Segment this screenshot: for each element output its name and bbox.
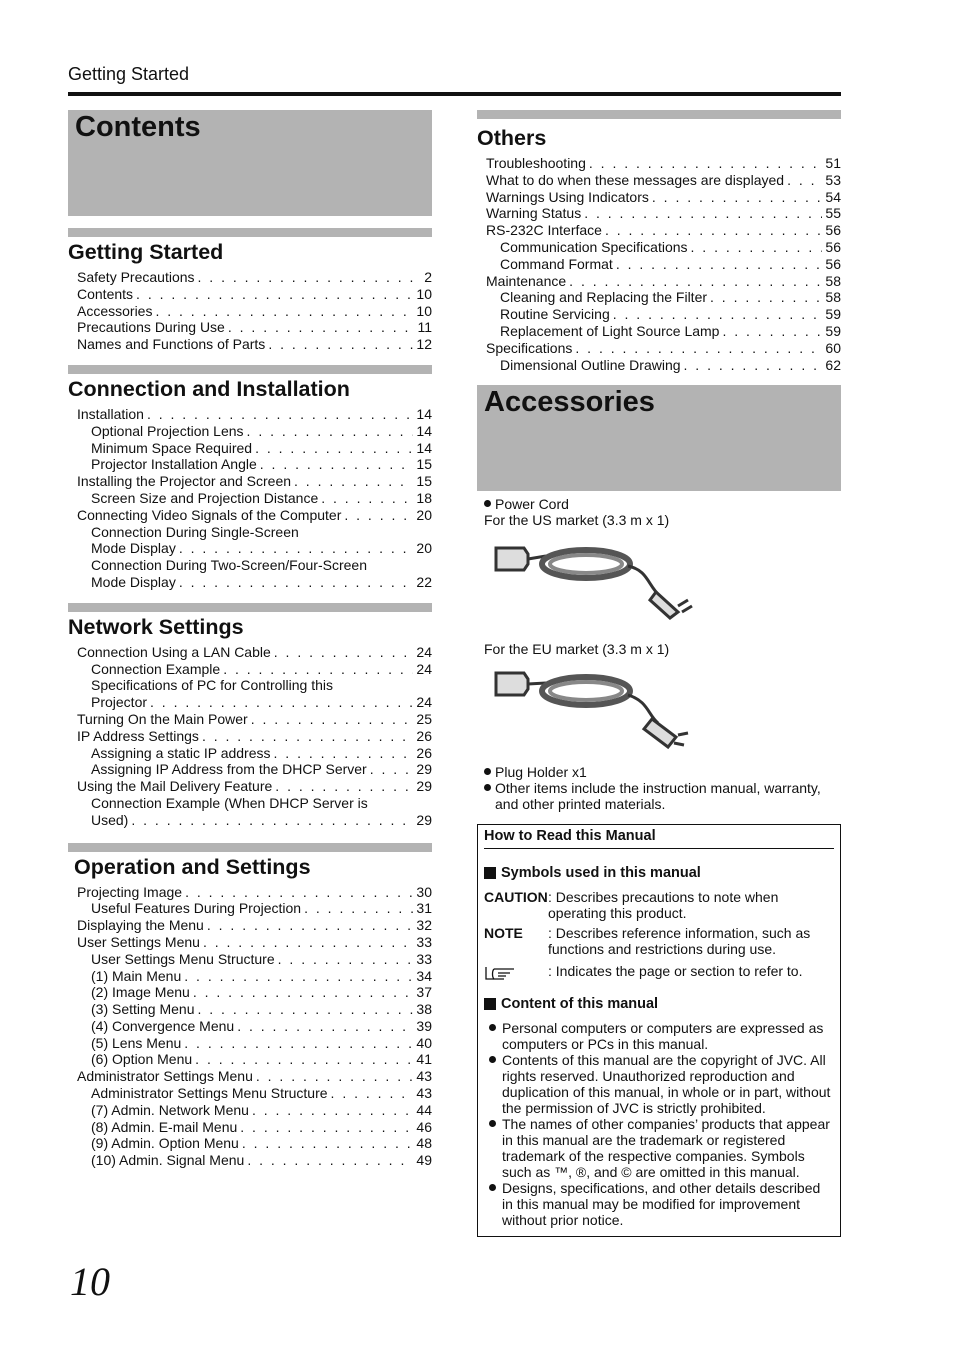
toc-leader-dots <box>255 440 413 457</box>
toc-entry <box>68 884 432 901</box>
reference-definition <box>484 963 834 984</box>
toc-entry <box>68 1068 432 1085</box>
toc-page-number: 46 <box>416 1118 432 1135</box>
toc-page-number: 43 <box>416 1068 432 1085</box>
toc-entry <box>477 340 841 357</box>
toc-entry-text: User Settings Menu Structure <box>91 950 275 967</box>
section-bar <box>68 603 432 612</box>
toc-page-number: 10 <box>416 302 432 319</box>
toc-entry-text: Installing the Projector and Screen <box>77 473 292 490</box>
toc-leader-dots <box>251 711 414 728</box>
section-bar <box>68 365 432 374</box>
toc-page-number: 31 <box>416 900 432 917</box>
toc-page-number: 32 <box>416 917 432 934</box>
toc-entry <box>68 269 432 286</box>
contents-title: Contents <box>75 111 201 143</box>
content-item: Personal computers or computers are expressed as computers or PCs in this manual. <box>484 1020 834 1052</box>
toc-entry <box>68 490 432 507</box>
toc-page-number: 55 <box>825 205 841 222</box>
toc-entry-text: Mode Display <box>91 573 176 590</box>
caution-definition <box>484 889 834 921</box>
toc-entry <box>477 357 841 374</box>
toc-entry <box>68 984 432 1001</box>
toc-entry-text: RS-232C Interface <box>486 222 602 239</box>
toc-page-number: 14 <box>416 439 432 456</box>
toc-entry <box>477 289 841 306</box>
toc-leader-dots <box>223 661 413 678</box>
toc-entry-text: Dimensional Outline Drawing <box>500 356 681 373</box>
toc-others <box>477 155 841 373</box>
toc-entry-text: Connection During Two-Screen/Four-Screen <box>91 557 367 574</box>
toc-entry-text: Specifications of PC for Controlling this <box>91 677 333 694</box>
toc-leader-dots <box>155 303 413 320</box>
toc-entry <box>68 644 432 661</box>
toc-entry <box>477 205 841 222</box>
toc-leader-dots <box>193 984 414 1001</box>
note-definition <box>484 925 834 957</box>
header-rule <box>68 92 841 96</box>
toc-entry <box>68 540 432 557</box>
toc-page-number: 30 <box>416 883 432 900</box>
toc-entry <box>68 303 432 320</box>
toc-entry <box>68 934 432 951</box>
note-text: : Describes reference information, such as functions and restrictions during use. <box>548 925 811 958</box>
toc-entry-text: Replacement of Light Source Lamp <box>500 322 720 339</box>
toc-page-number: 59 <box>825 306 841 323</box>
toc-page-number: 60 <box>825 339 841 356</box>
caution-text: : Describes precautions to note when operating this product. <box>548 889 779 922</box>
toc-page-number: 49 <box>416 1152 432 1169</box>
toc-entry <box>68 1018 432 1035</box>
toc-entry-text: Assigning a static IP address <box>91 744 271 761</box>
toc-entry <box>477 323 841 340</box>
toc-page-number: 24 <box>416 694 432 711</box>
toc-leader-dots <box>275 778 413 795</box>
toc-entry-text: Command Format <box>500 255 613 272</box>
toc-entry <box>68 423 432 440</box>
toc-page-number: 54 <box>825 188 841 205</box>
toc-entry-text: (6) Option Menu <box>91 1051 193 1068</box>
toc-entry-text: Connection Example <box>91 660 221 677</box>
toc-page-number: 34 <box>416 967 432 984</box>
power-cord-item: Power Cord <box>484 496 841 512</box>
toc-entry-text: Projector Installation Angle <box>91 456 257 473</box>
symbols-heading: Symbols used in this manual <box>484 865 834 881</box>
toc-leader-dots <box>179 574 414 591</box>
toc-entry-text: Troubleshooting <box>486 155 586 171</box>
content-item: Contents of this manual are the copyright of JVC. All rights reserved. Unauthorized reproduction and duplication of this manual, in whole or in part, without the permission of JVC is strictly prohibited. <box>484 1052 834 1116</box>
toc-entry-text: Using the Mail Delivery Feature <box>77 778 273 795</box>
running-header: Getting Started <box>68 64 190 84</box>
toc-entry <box>68 336 432 353</box>
toc-entry-text: Safety Precautions <box>77 269 195 285</box>
toc-network-settings <box>68 644 432 829</box>
how-to-read-box <box>477 824 841 1237</box>
toc-entry-text: Displaying the Menu <box>77 917 204 934</box>
toc-entry <box>477 239 841 256</box>
toc-entry <box>477 306 841 323</box>
toc-page-number: 10 <box>416 285 432 302</box>
toc-leader-dots <box>589 155 823 172</box>
toc-entry <box>68 694 432 711</box>
toc-leader-dots <box>278 951 414 968</box>
toc-page-number: 56 <box>825 222 841 239</box>
note-key: NOTE <box>484 925 523 942</box>
toc-entry-text: (1) Main Menu <box>91 967 182 984</box>
section-title-others: Others <box>477 126 547 150</box>
toc-leader-dots <box>605 222 822 239</box>
toc-page-number: 62 <box>825 356 841 373</box>
toc-entry <box>68 711 432 728</box>
right-column <box>477 110 841 1237</box>
toc-page-number: 40 <box>416 1034 432 1051</box>
toc-entry <box>68 1119 432 1136</box>
toc-entry <box>68 761 432 778</box>
toc-leader-dots <box>147 406 413 423</box>
toc-entry-text: Routine Servicing <box>500 306 610 323</box>
toc-entry-text: Optional Projection Lens <box>91 422 244 439</box>
toc-entry <box>477 222 841 239</box>
toc-entry-text: Connection Example (When DHCP Server is <box>91 794 368 811</box>
toc-page-number: 14 <box>416 422 432 439</box>
toc-entry-text: User Settings Menu <box>77 933 200 950</box>
toc-entry <box>68 917 432 934</box>
toc-entry-text: Connection During Single-Screen <box>91 523 299 540</box>
caution-key: CAUTION <box>484 889 548 906</box>
toc-entry-text: (7) Admin. Network Menu <box>91 1101 249 1118</box>
toc-page-number: 53 <box>825 171 841 188</box>
toc-entry-text: Mode Display <box>91 540 176 557</box>
toc-entry-text: (2) Image Menu <box>91 984 190 1001</box>
toc-page-number: 56 <box>825 238 841 255</box>
contents-column <box>68 110 432 1169</box>
toc-leader-dots <box>304 900 413 917</box>
toc-entry-text: Administrator Settings Menu Structure <box>91 1085 328 1102</box>
toc-leader-dots <box>274 644 414 661</box>
toc-leader-dots <box>136 286 413 303</box>
toc-entry <box>68 1085 432 1102</box>
toc-page-number: 11 <box>417 319 432 336</box>
section-bar <box>477 110 841 119</box>
toc-leader-dots <box>575 340 822 357</box>
toc-page-number: 29 <box>416 761 432 778</box>
toc-page-number: 33 <box>416 950 432 967</box>
toc-page-number: 22 <box>416 573 432 590</box>
toc-getting-started <box>68 269 432 353</box>
toc-entry <box>68 574 432 591</box>
toc-entry <box>68 968 432 985</box>
toc-page-number: 33 <box>416 933 432 950</box>
reference-text: : Indicates the page or section to refer to. <box>548 963 803 980</box>
toc-leader-dots <box>179 540 414 557</box>
section-title-getting-started: Getting Started <box>68 240 224 264</box>
toc-entry-text: Maintenance <box>486 272 567 289</box>
toc-entry <box>68 951 432 968</box>
toc-page-number: 29 <box>416 778 432 795</box>
toc-entry <box>68 456 432 473</box>
toc-leader-dots <box>198 1001 414 1018</box>
toc-page-number: 38 <box>416 1001 432 1018</box>
toc-leader-dots <box>613 306 823 323</box>
toc-leader-dots <box>247 423 414 440</box>
toc-entry <box>68 1152 432 1169</box>
toc-leader-dots <box>228 319 415 336</box>
toc-entry <box>68 728 432 745</box>
toc-entry <box>68 1102 432 1119</box>
toc-entry <box>68 473 432 490</box>
how-to-read-title: How to Read this Manual <box>484 828 834 849</box>
square-bullet-icon <box>484 867 496 879</box>
content-item: The names of other companies’ products that appear in this manual are the trademark or registered trademark of the respective companies. Symbols such as ™, ®, and © are omitted in this manual. <box>484 1116 834 1180</box>
toc-page-number: 44 <box>416 1101 432 1118</box>
toc-page-number: 48 <box>416 1135 432 1152</box>
content-items-list <box>484 1020 834 1228</box>
toc-leader-dots <box>150 694 413 711</box>
toc-entry-text: Installation <box>77 405 144 422</box>
toc-page-number: 2 <box>424 269 432 285</box>
toc-leader-dots <box>584 205 822 222</box>
toc-entry-text: Useful Features During Projection <box>91 900 302 917</box>
toc-entry <box>477 155 841 172</box>
page-number: 10 <box>70 1259 110 1304</box>
toc-page-number: 58 <box>825 289 841 306</box>
toc-entry-text: Minimum Space Required <box>91 439 253 456</box>
toc-entry <box>68 677 432 694</box>
toc-entry-text: (3) Setting Menu <box>91 1001 195 1018</box>
toc-page-number: 39 <box>416 1017 432 1034</box>
toc-leader-dots <box>185 884 413 901</box>
toc-page-number: 51 <box>825 155 841 171</box>
content-heading: Content of this manual <box>484 996 834 1012</box>
toc-leader-dots <box>131 812 413 829</box>
toc-entry <box>477 256 841 273</box>
toc-entry-text: Warning Status <box>486 205 582 222</box>
toc-entry-text: Warnings Using Indicators <box>486 188 649 205</box>
section-title-connection-installation: Connection and Installation <box>68 376 350 401</box>
toc-leader-dots <box>722 323 822 340</box>
toc-leader-dots <box>240 1119 413 1136</box>
toc-entry <box>68 1035 432 1052</box>
toc-page-number: 26 <box>416 727 432 744</box>
toc-entry <box>68 1135 432 1152</box>
toc-entry-text: Connection Using a LAN Cable <box>77 643 271 660</box>
section-bar <box>68 228 432 237</box>
toc-leader-dots <box>569 273 822 290</box>
accessories-title-box <box>477 385 841 491</box>
toc-page-number: 56 <box>825 255 841 272</box>
us-market-label: For the US market (3.3 m x 1) <box>484 512 670 529</box>
toc-page-number: 24 <box>416 660 432 677</box>
toc-entry-text: (8) Admin. E-mail Menu <box>91 1118 238 1135</box>
toc-entry <box>68 900 432 917</box>
toc-entry-text: Administrator Settings Menu <box>77 1068 253 1085</box>
toc-leader-dots <box>616 256 823 273</box>
toc-entry-text: Used) <box>91 811 129 828</box>
toc-page-number: 20 <box>416 506 432 523</box>
toc-page-number: 14 <box>416 405 432 422</box>
toc-leader-dots <box>237 1018 413 1035</box>
toc-entry-text: Contents <box>77 285 134 302</box>
toc-entry-text: Screen Size and Projection Distance <box>91 489 319 506</box>
toc-leader-dots <box>331 1085 414 1102</box>
toc-page-number: 43 <box>416 1085 432 1102</box>
pointing-hand-icon <box>484 963 548 984</box>
toc-entry-text: IP Address Settings <box>77 727 199 744</box>
toc-leader-dots <box>203 934 413 951</box>
toc-entry-text: Names and Functions of Parts <box>77 336 266 353</box>
toc-page-number: 37 <box>416 984 432 1001</box>
toc-page-number: 20 <box>416 540 432 557</box>
toc-leader-dots <box>274 745 414 762</box>
toc-page-number: 12 <box>416 336 432 353</box>
toc-entry-text: Precautions During Use <box>77 319 225 336</box>
toc-entry <box>68 406 432 423</box>
toc-entry <box>68 507 432 524</box>
toc-leader-dots <box>184 968 413 985</box>
toc-entry <box>477 273 841 290</box>
toc-entry <box>68 1051 432 1068</box>
toc-entry <box>68 795 432 812</box>
toc-page-number: 25 <box>416 710 432 727</box>
toc-page-number: 18 <box>416 489 432 506</box>
toc-leader-dots <box>207 917 414 934</box>
toc-leader-dots <box>710 289 822 306</box>
toc-entry <box>477 172 841 189</box>
toc-leader-dots <box>344 507 413 524</box>
other-items-item: Other items include the instruction manual, warranty, and other printed materials. <box>484 780 841 812</box>
toc-leader-dots <box>652 189 823 206</box>
toc-leader-dots <box>256 1068 414 1085</box>
toc-entry-text: (10) Admin. Signal Menu <box>91 1152 245 1169</box>
toc-leader-dots <box>684 357 823 374</box>
content-item: Designs, specifications, and other details described in this manual may be modified for improvement without prior notice. <box>484 1180 834 1228</box>
toc-page-number: 24 <box>416 643 432 660</box>
toc-leader-dots <box>294 473 413 490</box>
toc-entry <box>68 661 432 678</box>
accessories-list <box>477 496 841 812</box>
toc-leader-dots <box>252 1102 413 1119</box>
toc-entry <box>68 440 432 457</box>
toc-leader-dots <box>691 239 823 256</box>
toc-leader-dots <box>370 761 414 778</box>
toc-leader-dots <box>242 1135 414 1152</box>
section-title-network-settings: Network Settings <box>68 614 244 639</box>
toc-entry <box>68 812 432 829</box>
toc-entry-text: (4) Convergence Menu <box>91 1017 235 1034</box>
toc-leader-dots <box>268 336 413 353</box>
toc-page-number: 15 <box>416 456 432 473</box>
toc-leader-dots <box>247 1152 413 1169</box>
toc-leader-dots <box>195 1051 413 1068</box>
toc-page-number: 15 <box>416 473 432 490</box>
toc-page-number: 41 <box>416 1051 432 1068</box>
toc-entry-text: Assigning IP Address from the DHCP Server <box>91 761 367 778</box>
toc-leader-dots <box>198 269 422 286</box>
toc-entry-text: (5) Lens Menu <box>91 1034 182 1051</box>
us-power-cord-illustration <box>488 534 841 627</box>
section-bar <box>68 843 432 852</box>
toc-leader-dots <box>202 728 413 745</box>
toc-entry <box>477 189 841 206</box>
toc-entry <box>68 557 432 574</box>
toc-entry <box>68 524 432 541</box>
toc-entry <box>68 778 432 795</box>
contents-title-box <box>68 110 432 216</box>
toc-entry-text: Turning On the Main Power <box>77 710 248 727</box>
toc-entry-text: Projecting Image <box>77 883 183 900</box>
toc-page-number: 29 <box>416 811 432 828</box>
toc-entry-text: Cleaning and Replacing the Filter <box>500 289 708 306</box>
eu-power-cord-illustration <box>488 663 841 756</box>
toc-entry <box>68 745 432 762</box>
eu-market-label: For the EU market (3.3 m x 1) <box>484 641 670 658</box>
square-bullet-icon <box>484 998 496 1010</box>
toc-entry <box>68 319 432 336</box>
toc-entry-text: What to do when these messages are displayed <box>486 171 785 188</box>
section-title-operation-settings: Operation and Settings <box>74 854 311 879</box>
toc-page-number: 58 <box>825 272 841 289</box>
plug-holder-item: Plug Holder x1 <box>484 764 841 780</box>
toc-leader-dots <box>260 456 414 473</box>
toc-page-number: 26 <box>416 744 432 761</box>
toc-entry-text: (9) Admin. Option Menu <box>91 1135 239 1152</box>
toc-leader-dots <box>184 1035 413 1052</box>
toc-entry-text: Specifications <box>486 339 573 356</box>
toc-entry-text: Projector <box>91 694 148 711</box>
toc-leader-dots <box>787 172 822 189</box>
toc-entry <box>68 1001 432 1018</box>
toc-page-number: 59 <box>825 322 841 339</box>
accessories-title: Accessories <box>484 386 655 419</box>
toc-leader-dots <box>321 490 413 507</box>
toc-entry-text: Communication Specifications <box>500 238 688 255</box>
toc-operation-settings <box>68 884 432 1170</box>
toc-connection-installation <box>68 406 432 591</box>
toc-entry-text: Connecting Video Signals of the Computer <box>77 506 342 523</box>
toc-entry-text: Accessories <box>77 302 153 319</box>
toc-entry <box>68 286 432 303</box>
